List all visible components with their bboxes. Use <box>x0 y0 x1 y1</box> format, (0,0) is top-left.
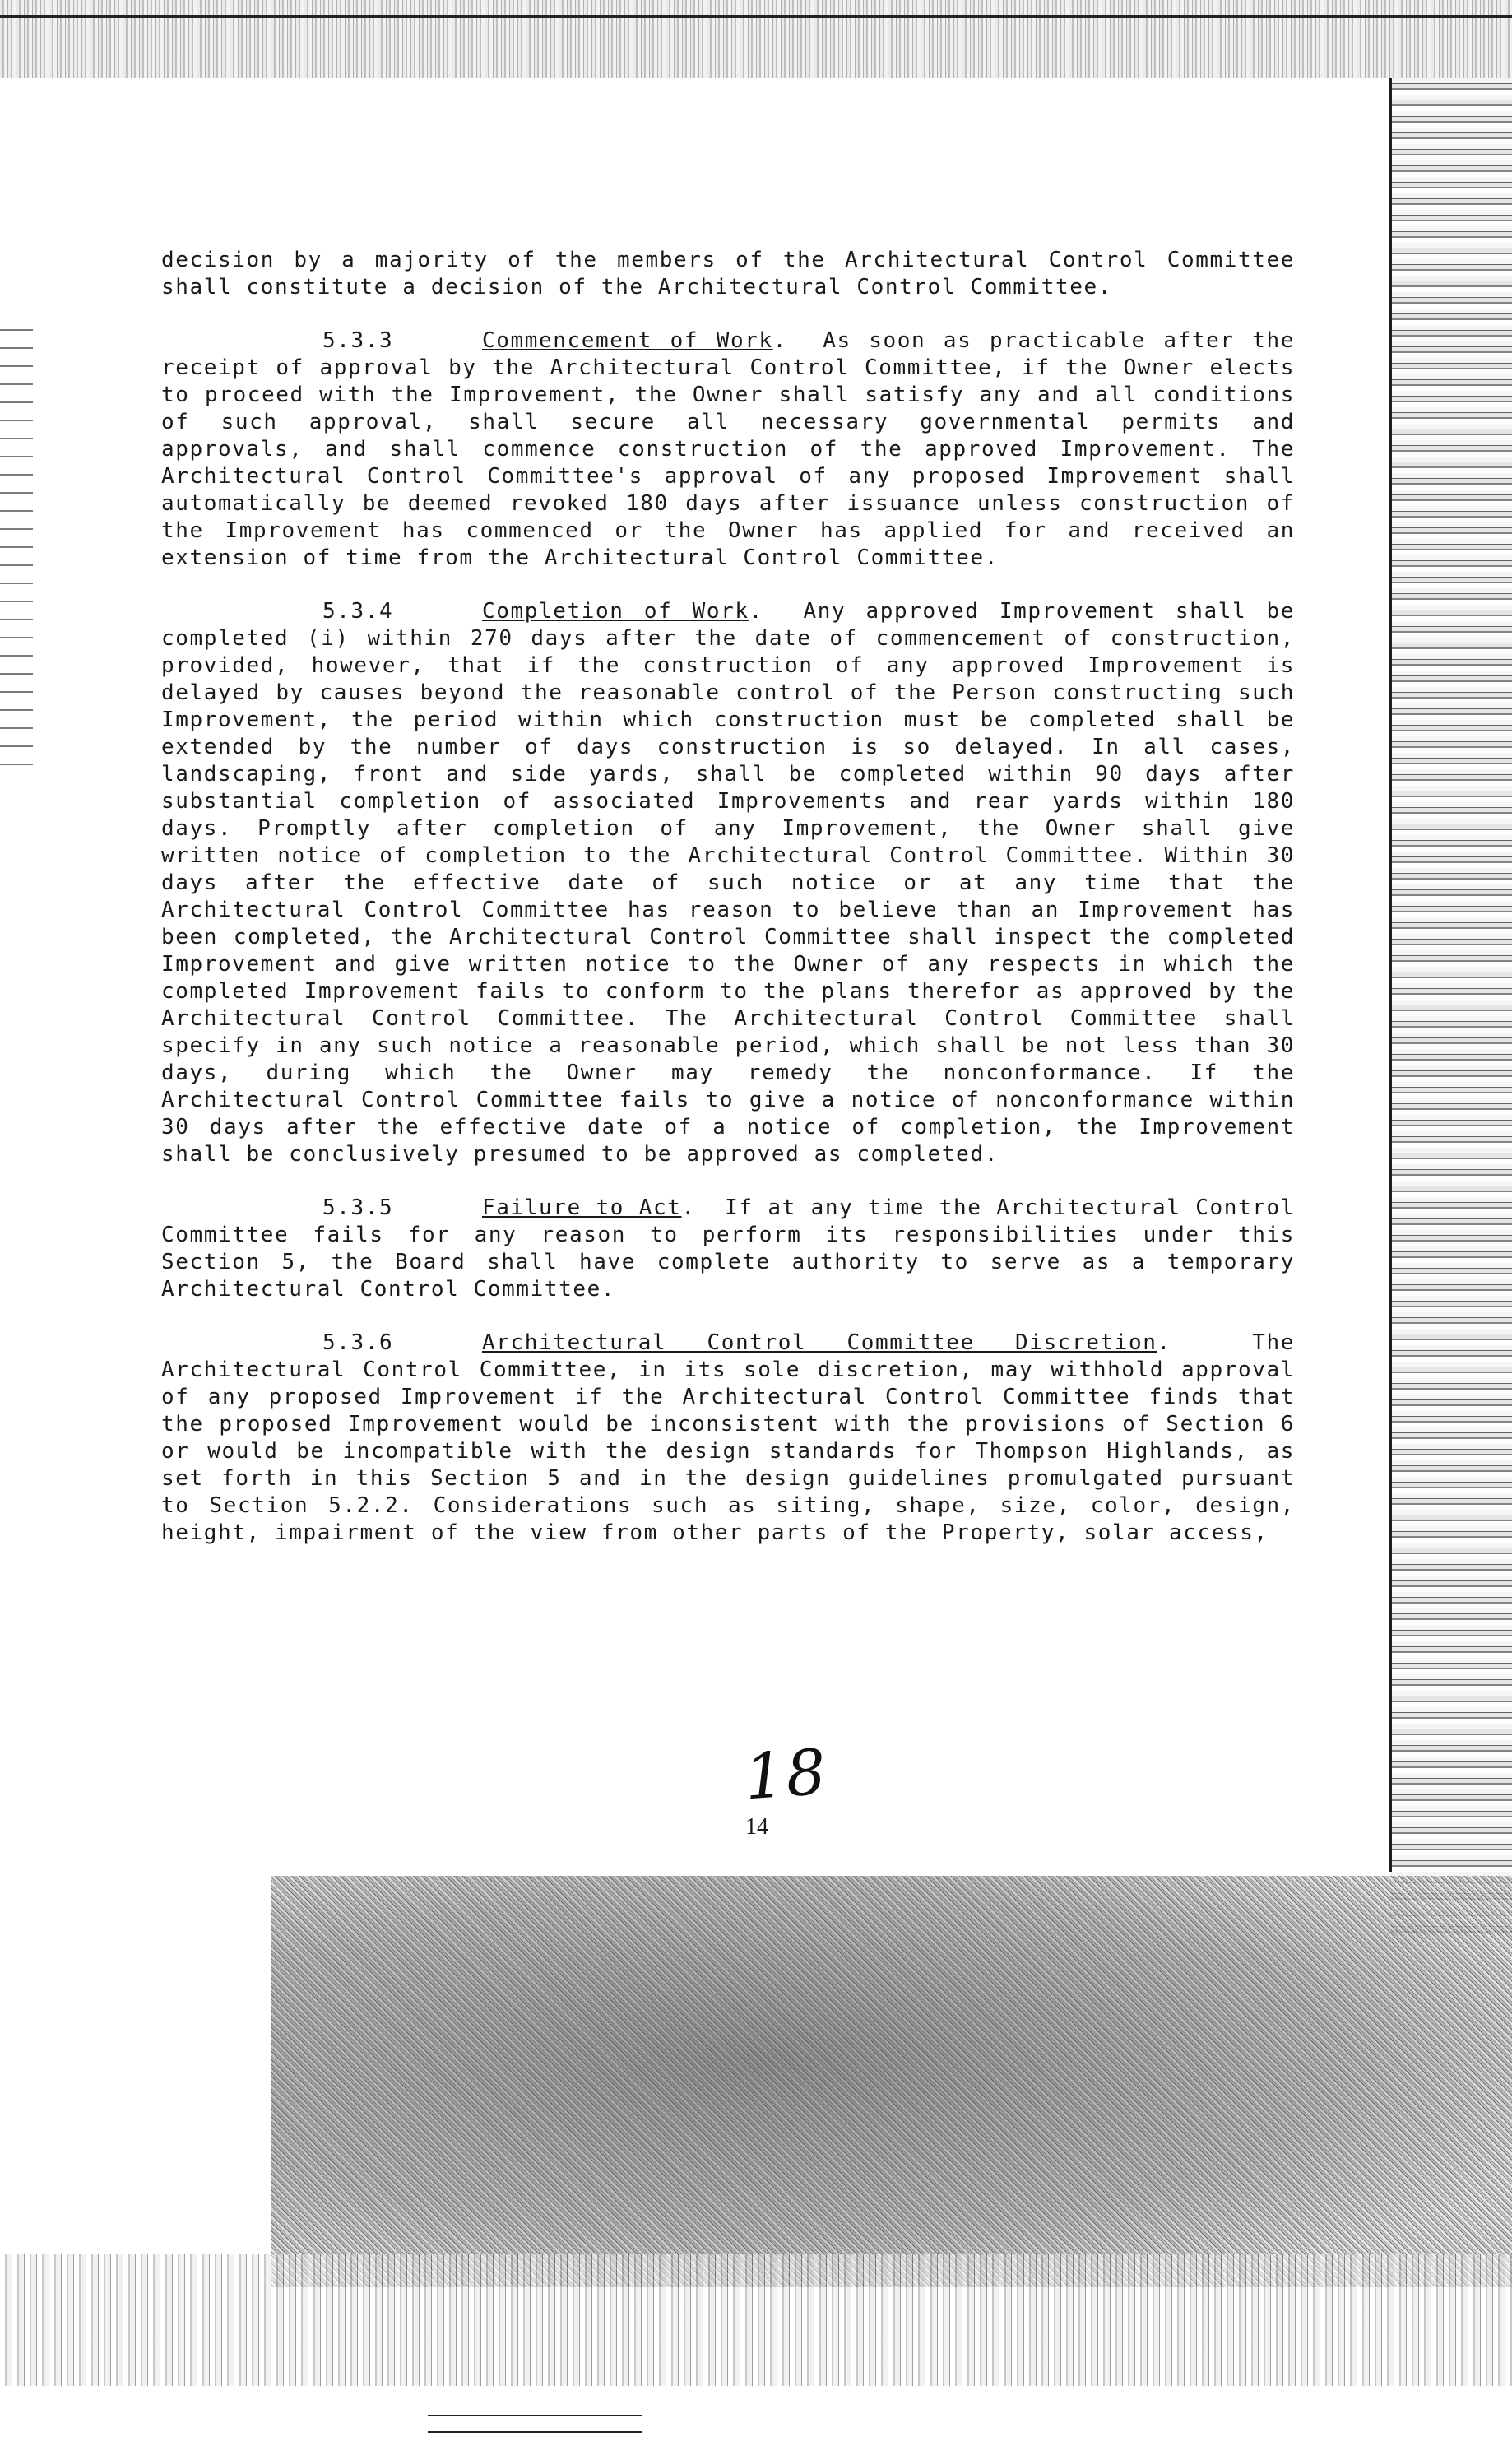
scan-noise-top <box>0 0 1512 78</box>
section-body: The Architectural Control Committee, in its sole discretion, may withhold approval of any proposed Improvement if the Architectural Control Committee finds that the proposed Improvement would be inconsistent with the provisions of Section 6 or would be incompatible with the design standards for Thompson Highlands, as set forth in this Section 5 and in the design guidelines promulgated pursuant to Section 5.2.2. Considerations such as siting, shape, size, color, design, height, impairment of the view from other parts of the Property, solar access, <box>161 1330 1296 1545</box>
scan-noise-left-edge <box>0 313 33 773</box>
section-5-3-4: 5.3.4 Completion of Work. Any approved Improvement shall be completed (i) within 270 days after the date of commencement of construction, provided, however, that if the construction of any approved Improvement is delayed by causes beyond the reasonable control of the Person constructing such Improvement, the period within which construction must be completed shall be extended by the number of days construction is so delayed. In all cases, landscaping, front and side yards, shall be completed within 90 days after substantial completion of associated Improvements and rear yards within 180 days. Promptly after completion of any Improvement, the Owner shall give written notice of completion to the Architectural Control Committee. Within 30 days after the effective date of such notice or at any time that the Architectural Control Committee has reason to believe than an Improvement has been completed, the Architectural Control Committee shall inspect the completed Improvement and give written notice to the Owner of any respects in which the completed Improvement fails to conform to the plans therefor as approved by the Architectural Control Committee. The Architectural Control Committee shall specify in any such notice a reasonable period, which shall be not less than 30 days, during which the Owner may remedy the nonconformance. If the Architectural Control Committee fails to give a notice of nonconformance within 30 days after the effective date of a notice of completion, the Improvement shall be conclusively presumed to be approved as completed. <box>161 599 1295 1167</box>
document-body <box>161 247 1295 1573</box>
section-number: 5.3.3 <box>322 328 394 353</box>
page-number: 14 <box>745 1814 768 1840</box>
scan-edge-line-top <box>0 15 1512 18</box>
scan-noise-right-edge <box>1390 78 1512 1938</box>
scan-rule-bottom <box>428 2415 642 2416</box>
section-heading: Failure to Act <box>482 1195 682 1220</box>
section-heading: Commencement of Work <box>482 328 773 353</box>
section-body: If at any time the Architectural Control Committee fails for any reason to perform its responsibilities under this Section 5, the Board shall have complete authority to serve as a temporary Architectural Control Committee. <box>161 1195 1296 1302</box>
section-5-3-5: 5.3.5 Failure to Act. If at any time the Architectural Control Committee fails for any reason to perform its responsibilities under this Section 5, the Board shall have complete authority to serve as a temporary Architectural Control Committee. <box>161 1195 1296 1302</box>
section-body: Any approved Improvement shall be completed (i) within 270 days after the date of commencement of construction, provided, however, that if the construction of any approved Improvement is delayed by causes beyond the reasonable control of the Person constructing such Improvement, the period within which construction must be completed shall be extended by the number of days construction is so delayed. In all cases, landscaping, front and side yards, shall be completed within 90 days after substantial completion of associated Improvements and rear yards within 180 days. Promptly after completion of any Improvement, the Owner shall give written notice of completion to the Architectural Control Committee. Within 30 days after the effective date of such notice or at any time that the Architectural Control Committee has reason to believe than an Improvement has been completed, the Architectural Control Committee shall inspect the completed Improvement and give written notice to the Owner of any respects in which the completed Improvement fails to conform to the plans therefor as approved by the Architectural Control Committee. The Architectural Control Committee shall specify in any such notice a reasonable period, which shall be not less than 30 days, during which the Owner may remedy the nonconformance. If the Architectural Control Committee fails to give a notice of nonconformance within 30 days after the effective date of a notice of completion, the Improvement shall be conclusively presumed to be approved as completed. <box>161 599 1295 1167</box>
scan-rule-bottom-2 <box>428 2431 642 2433</box>
section-5-3-3: 5.3.3 Commencement of Work. As soon as practicable after the receipt of approval by the Architectural Control Committee, if the Owner elects to proceed with the Improvement, the Owner shall satisfy any and all conditions of such approval, shall secure all necessary governmental permits and approvals, and shall commence construction of the approved Improvement. The Architectural Control Committee's approval of any proposed Improvement shall automatically be deemed revoked 180 days after issuance unless construction of the Improvement has commenced or the Owner has applied for and received an extension of time from the Architectural Control Committee. <box>161 328 1295 570</box>
intro-paragraph: decision by a majority of the members of the Architectural Control Committee shall constitute a decision of the Architectural Control Committee. <box>161 248 1295 299</box>
section-heading: Completion of Work <box>482 599 749 624</box>
section-number: 5.3.6 <box>322 1330 394 1355</box>
scan-smudge-bottom <box>271 1876 1512 2287</box>
section-number: 5.3.5 <box>322 1195 394 1220</box>
section-heading: Architectural Control Committee Discretion <box>482 1330 1157 1355</box>
section-body: As soon as practicable after the receipt of approval by the Architectural Control Committee, if the Owner elects to proceed with the Improvement, the Owner shall satisfy any and all conditions of such approval, shall secure all necessary governmental permits and approvals, and shall commence construction of the approved Improvement. The Architectural Control Committee's approval of any proposed Improvement shall automatically be deemed revoked 180 days after issuance unless construction of the Improvement has commenced or the Owner has applied for and received an extension of time from the Architectural Control Committee. <box>161 328 1295 570</box>
scan-edge-line-right <box>1389 78 1392 1872</box>
handwritten-page-mark: 18 <box>742 1734 830 1814</box>
scan-noise-bottom <box>0 2254 1512 2386</box>
section-number: 5.3.4 <box>322 599 394 624</box>
section-5-3-6: 5.3.6 Architectural Control Committee Discretion. The Architectural Control Committee, in its sole discretion, may withhold approval of any proposed Improvement if the Architectural Control Committee finds that the proposed Improvement would be inconsistent with the provisions of Section 6 or would be incompatible with the design standards for Thompson Highlands, as set forth in this Section 5 and in the design guidelines promulgated pursuant to Section 5.2.2. Considerations such as siting, shape, size, color, design, height, impairment of the view from other parts of the Property, solar access, <box>161 1330 1296 1545</box>
